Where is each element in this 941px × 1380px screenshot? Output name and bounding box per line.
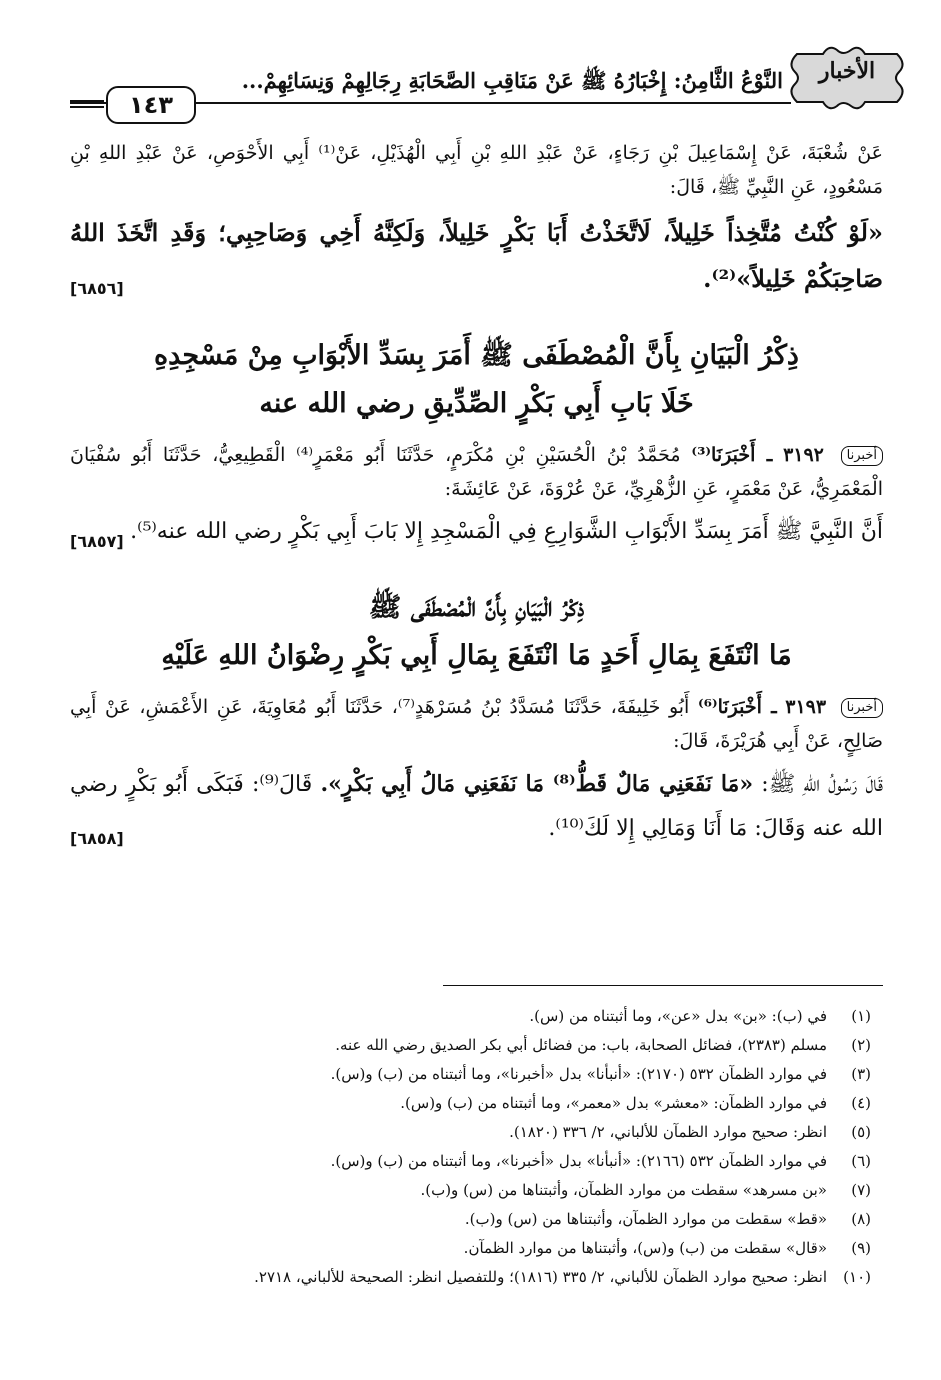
section-heading-1-line2: خَلَا بَابِ أَبِي بَكْرٍ الصِّدِّيقِ رضي الله عنه (259, 388, 694, 419)
section-heading-2-line1: ذِكْرُ الْبَيَانِ بِأَنَّ الْمُصْطَفَى ﷺ (368, 592, 585, 623)
footnote-number: (٣) (851, 1065, 871, 1083)
footnote-text: في (ب): «بن» بدل «عن»، وما أثبتناه من (س). (529, 1007, 827, 1025)
hadith-number: ٣١٩٣ (785, 696, 827, 718)
section-heading-1 (70, 332, 883, 428)
isnad-text: مُحَمَّدُ بْنُ الْحُسَيْنِ بْنِ مُكْرَمٍ، حَدَّثَنَا أَبُو مَعْمَرٍ⁽⁴⁾ الْقَطِيعِيُّ، حَدَّثَنَا أَبُو سُفْيَانَ الْمَعْمَرِيُّ، عَنْ مَعْمَرٍ، عَنِ الزُّهْرِيِّ، عَنْ عُرْوَةَ، عَنْ عَائِشَةَ: (70, 444, 883, 500)
matn-lead: قَالَ رَسُولُ اللهِ ﷺ: (761, 772, 884, 797)
footnote (80, 1089, 871, 1118)
footnote-text: «قال» سقطت من (ب) و(س)، وأثبتناها من موارد الظمآن. (463, 1239, 827, 1257)
hadith-ref-number: [٦٨٥٧] (70, 532, 124, 551)
intro-isnad: عَنْ شُعْبَةَ، عَنْ إِسْمَاعِيلَ بْنِ رَجَاءٍ، عَنْ عَبْدِ اللهِ بْنِ أَبِي الْهُذَيْلِ، عَنْ⁽¹⁾ أَبِي الأَحْوَصِ، عَنْ عَبْدِ اللهِ بْنِ مَسْعُودٍ، عَنِ النَّبِيِّ ﷺ، قَالَ: (70, 142, 883, 198)
footnote-text: انظر: صحيح موارد الظمآن للألباني، ٢/ ٣٣٦ (١٨٢٠). (509, 1123, 827, 1141)
hadith-number: ٣١٩٢ (783, 444, 824, 466)
footnote (80, 1176, 871, 1205)
footnote-number: (٧) (851, 1181, 871, 1199)
footnote-text: «بن مسرهد» سقطت من موارد الظمآن، وأثبتناها من (س) و(ب). (420, 1181, 827, 1199)
footnote (80, 1205, 871, 1234)
footnote (80, 1263, 871, 1292)
footnotes (80, 1002, 871, 1292)
running-title: النَّوْعُ الثَّامِنُ: إِخْبَارُهُ ﷺ عَنْ مَنَاقِبِ الصَّحَابَةِ رِجَالِهِمْ وَنِسَائِهِمْ... (241, 68, 783, 93)
footnote (80, 1060, 871, 1089)
footnote (80, 1002, 871, 1031)
footnote-number: (١٠) (843, 1268, 871, 1286)
intro-matn-text: «لَوْ كُنْتُ مُتَّخِذاً خَلِيلاً، لَاتَّخَذْتُ أَبَا بَكْرٍ خَلِيلاً، وَلَكِنَّهُ أَخِي وَصَاحِبِي؛ وَقَدِ اتَّخَذَ اللهُ صَاحِبَكُمْ خَلِيلاً»⁽²⁾. (70, 218, 883, 293)
footnote (80, 1118, 871, 1147)
section-heading-2-line2: مَا انْتَفَعَ بِمَالِ أَحَدٍ مَا انْتَفَعَ بِمَالِ أَبِي بَكْرٍ رِضْوَانُ اللهِ عَلَيْهِ (161, 640, 792, 671)
footnote-text: في موارد الظمآن ٥٣٢ (٢١٧٠): «أنبأنا» بدل «أخبرنا»، وما أثبتناه من (ب) و(س). (330, 1065, 827, 1083)
footnote-text: مسلم (٢٣٨٣)، فضائل الصحابة، باب: من فضائل أبي بكر الصديق رضي الله عنه. (335, 1036, 827, 1054)
footnote-number: (٥) (851, 1123, 871, 1141)
hadith-ref-number: [٦٨٥٦] (70, 279, 124, 298)
footnote (80, 1147, 871, 1176)
footnote-number: (١) (851, 1007, 871, 1025)
footnote-number: (٩) (851, 1239, 871, 1257)
matn-tail: قَالَ⁽⁹⁾: فَبَكَى أَبُو بَكْرٍ رضي الله عنه وَقَالَ: مَا أَنَا وَمَالِي إِلا لَكَ⁽¹⁰⁾. (70, 772, 883, 841)
intro-matn (70, 210, 883, 302)
footnote-rule (443, 985, 883, 986)
hadith-3192-isnad (70, 438, 883, 506)
akhbarana-label: ـ أَخْبَرَنَا⁽³⁾ (691, 444, 773, 466)
main-text (70, 136, 883, 861)
footnote (80, 1234, 871, 1263)
page-header (70, 42, 911, 122)
akhbarana-marker-icon: أخبرنا (841, 446, 883, 466)
footnote-number: (٢) (851, 1036, 871, 1054)
matn-text: أَنَّ النَّبِيَّ ﷺ أَمَرَ بِسَدِّ الأَبْوَابِ الشَّوَارِعِ فِي الْمَسْجِدِ إِلا بَابَ أَبِي بَكْرٍ رضي الله عنه⁽⁵⁾. (130, 519, 883, 544)
hadith-3192-matn (70, 510, 883, 554)
section-heading-2 (70, 584, 883, 680)
header-rule-left (70, 100, 104, 102)
footnote-text: انظر: صحيح موارد الظمآن للألباني، ٢/ ٣٣٥ (١٨١٦)؛ وللتفصيل انظر: الصحيحة للألباني، ٢٧١٨. (254, 1268, 827, 1286)
matn-quote: «مَا نَفَعَنِي مَالٌ قَطُّ⁽⁸⁾ مَا نَفَعَنِي مَالُ أَبِي بَكْرٍ». (320, 771, 754, 797)
footnote-number: (٦) (851, 1152, 871, 1170)
hadith-3193-isnad (70, 690, 883, 758)
hadith-3193-matn (70, 762, 883, 851)
akhbarana-marker-icon: أخبرنا (841, 698, 883, 718)
header-rule-left-2 (70, 106, 104, 108)
section-heading-1-line1: ذِكْرُ الْبَيَانِ بِأَنَّ الْمُصْطَفَى ﷺ أَمَرَ بِسَدِّ الأَبْوَابِ مِنْ مَسْجِدِهِ (154, 340, 799, 371)
chapter-badge (783, 42, 911, 112)
badge-label: الأخبار (818, 58, 876, 84)
footnote-number: (٨) (851, 1210, 871, 1228)
hadith-ref-number: [٦٨٥٨] (70, 829, 124, 848)
isnad-text: أَبُو خَلِيفَةَ، حَدَّثَنَا مُسَدَّدُ بْنُ مُسَرْهَدٍ⁽⁷⁾، حَدَّثَنَا أَبُو مُعَاوِيَةَ، عَنِ الأَعْمَشِ، عَنْ أَبِي صَالِحٍ، عَنْ أَبِي هُرَيْرَةَ، قَالَ: (70, 696, 883, 752)
footnote-number: (٤) (851, 1094, 871, 1112)
akhbarana-label: ـ أَخْبَرَنَا⁽⁶⁾ (697, 696, 777, 718)
page-number: ١٤٣ (106, 86, 196, 124)
footnote-text: «قط» سقطت من موارد الظمآن، وأثبتناها من (س) و(ب). (464, 1210, 827, 1228)
footnote-text: في موارد الظمآن: «معشر» بدل «معمر»، وما أثبتناه من (ب) و(س). (400, 1094, 827, 1112)
footnote (80, 1031, 871, 1060)
footnote-text: في موارد الظمآن ٥٣٢ (٢١٦٦): «أنبأنا» بدل «أخبرنا»، وما أثبتناه من (ب) و(س). (330, 1152, 827, 1170)
